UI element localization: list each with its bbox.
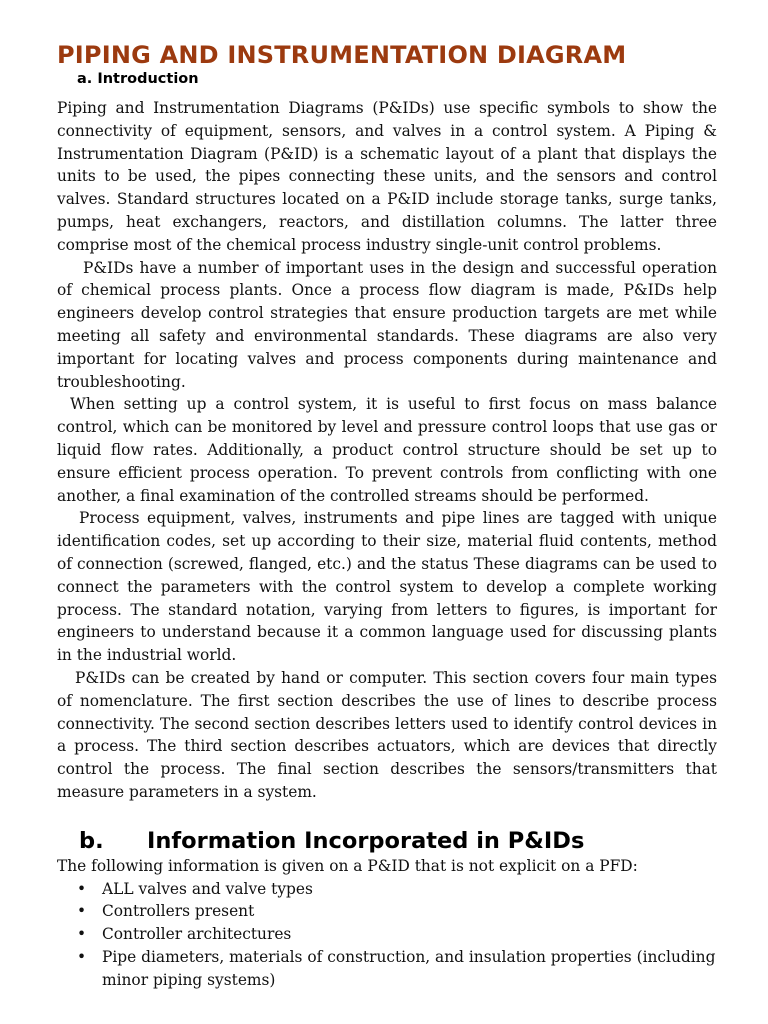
subsection-introduction-heading: a. Introduction xyxy=(77,71,199,87)
paragraph-3: When setting up a control system, it is useful to first focus on mass balance control, which can be monitored by level and pressure control loops that use gas or liquid flow rates. Additionally, a product control structure should be set up to ensure efficient process operation. To prevent controls from conflicting with one another, a final examination of the controlled streams should be performed. xyxy=(57,395,717,505)
section-b-title: Information Incorporated in P&IDs xyxy=(147,827,585,854)
list-item xyxy=(57,923,717,946)
paragraph-5: P&IDs can be created by hand or computer. This section covers four main types of nomenclature. The first section describes the use of lines to describe process connectivity. The second section describes letters used to identify control devices in a process. The third section describes actuators, which are devices that directly control the process. The final section describes the sensors/transmitters that measure parameters in a system. xyxy=(57,668,717,801)
list-item-text: ALL valves and valve types xyxy=(102,879,313,898)
section-b-intro: The following information is given on a P&ID that is not explicit on a PFD: xyxy=(57,856,638,875)
bullet-icon: • xyxy=(77,925,87,944)
information-list xyxy=(57,878,717,992)
document-title: PIPING AND INSTRUMENTATION DIAGRAM xyxy=(57,41,627,69)
list-item-text: Controller architectures xyxy=(102,925,292,944)
bullet-icon: • xyxy=(77,879,87,898)
list-item-text: Pipe diameters, materials of construction, and insulation properties (including minor piping systems) xyxy=(102,947,716,989)
paragraph-4: Process equipment, valves, instruments and pipe lines are tagged with unique identification codes, set up according to their size, material fluid contents, method of connection (screwed, flanged, etc.) and the status These diagrams can be used to connect the parameters with the control system to develop a complete working process. The standard notation, varying from letters to figures, is important for engineers to understand because it a common language used for discussing plants in the industrial world. xyxy=(57,509,717,665)
list-item xyxy=(57,900,717,923)
bullet-icon: • xyxy=(77,902,87,921)
list-item-text: Controllers present xyxy=(102,902,255,921)
bullet-icon: • xyxy=(77,947,87,966)
list-item xyxy=(57,878,717,901)
section-b-heading xyxy=(79,827,717,855)
section-b-number: b. xyxy=(79,827,104,854)
document-page xyxy=(57,38,717,991)
list-item xyxy=(57,946,717,992)
paragraph-2: P&IDs have a number of important uses in the design and successful operation of chemical process plants. Once a process flow diagram is made, P&IDs help engineers develop control strategies that ensure production targets are met while meeting all safety and environmental standards. These diagrams are also very important for locating valves and process components during maintenance and troubleshooting. xyxy=(57,258,717,391)
paragraph-1: Piping and Instrumentation Diagrams (P&IDs) use specific symbols to show the connectivity of equipment, sensors, and valves in a control system. A Piping & Instrumentation Diagram (P&ID) is a schematic layout of a plant that displays the units to be used, the pipes connecting these units, and the sensors and control valves. Standard structures located on a P&ID include storage tanks, surge tanks, pumps, heat exchangers, reactors, and distillation columns. The latter three comprise most of the chemical process industry single-unit control problems. xyxy=(57,99,717,254)
